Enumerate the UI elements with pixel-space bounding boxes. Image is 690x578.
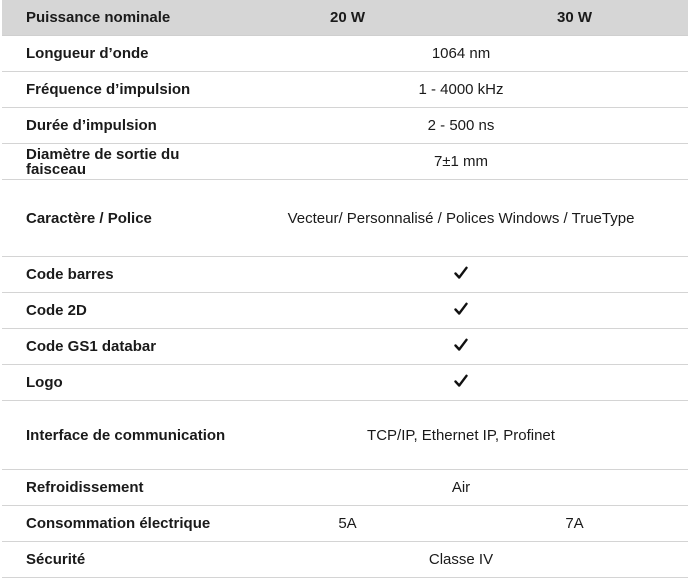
checkmark-icon bbox=[454, 374, 468, 388]
row-value-30w: 7A bbox=[565, 515, 584, 532]
header-label: Puissance nominale bbox=[26, 9, 171, 26]
row-label: Fréquence d’impulsion bbox=[26, 81, 191, 98]
table-row bbox=[2, 108, 688, 144]
table-row bbox=[2, 36, 688, 72]
table-row bbox=[2, 329, 688, 365]
row-label: Sécurité bbox=[26, 551, 86, 568]
header-col-30w: 30 W bbox=[556, 9, 592, 26]
table-row bbox=[2, 293, 688, 329]
row-label: Diamètre de sortie du faisceau bbox=[26, 145, 180, 178]
checkmark-icon bbox=[454, 302, 468, 316]
table-row bbox=[2, 72, 688, 108]
table-row bbox=[2, 401, 688, 470]
row-value: Vecteur/ Personnalisé / Polices Windows / TrueType bbox=[287, 209, 635, 227]
table-row bbox=[2, 180, 688, 257]
row-label: Code barres bbox=[26, 266, 114, 283]
table-row bbox=[2, 144, 688, 180]
table-row bbox=[2, 470, 688, 506]
row-label: Code GS1 databar bbox=[26, 338, 157, 355]
row-label: Refroidissement bbox=[26, 479, 144, 496]
checkmark-icon bbox=[454, 266, 468, 280]
row-value: Air bbox=[451, 479, 471, 496]
row-label: Consommation électrique bbox=[26, 515, 211, 532]
spec-table bbox=[2, 0, 688, 578]
table-row bbox=[2, 257, 688, 293]
row-value: 1 - 4000 kHz bbox=[418, 81, 504, 98]
row-label: Caractère / Police bbox=[26, 209, 152, 227]
row-value: 2 - 500 ns bbox=[427, 117, 495, 134]
row-label: Interface de communication bbox=[26, 426, 226, 444]
row-label: Logo bbox=[26, 374, 63, 391]
table-row bbox=[2, 542, 688, 578]
row-value: Classe IV bbox=[428, 551, 494, 568]
row-label: Code 2D bbox=[26, 302, 87, 319]
table-row bbox=[2, 365, 688, 401]
table-header-row bbox=[2, 0, 688, 36]
row-value-20w: 5A bbox=[338, 515, 357, 532]
row-label: Longueur d’onde bbox=[26, 45, 149, 62]
checkmark-icon bbox=[454, 338, 468, 352]
row-label: Durée d’impulsion bbox=[26, 117, 157, 134]
header-col-20w: 20 W bbox=[329, 9, 365, 26]
row-value: TCP/IP, Ethernet IP, Profinet bbox=[367, 426, 555, 444]
table-row bbox=[2, 506, 688, 542]
row-value: 7±1 mm bbox=[433, 153, 489, 170]
row-value: 1064 nm bbox=[431, 45, 491, 62]
